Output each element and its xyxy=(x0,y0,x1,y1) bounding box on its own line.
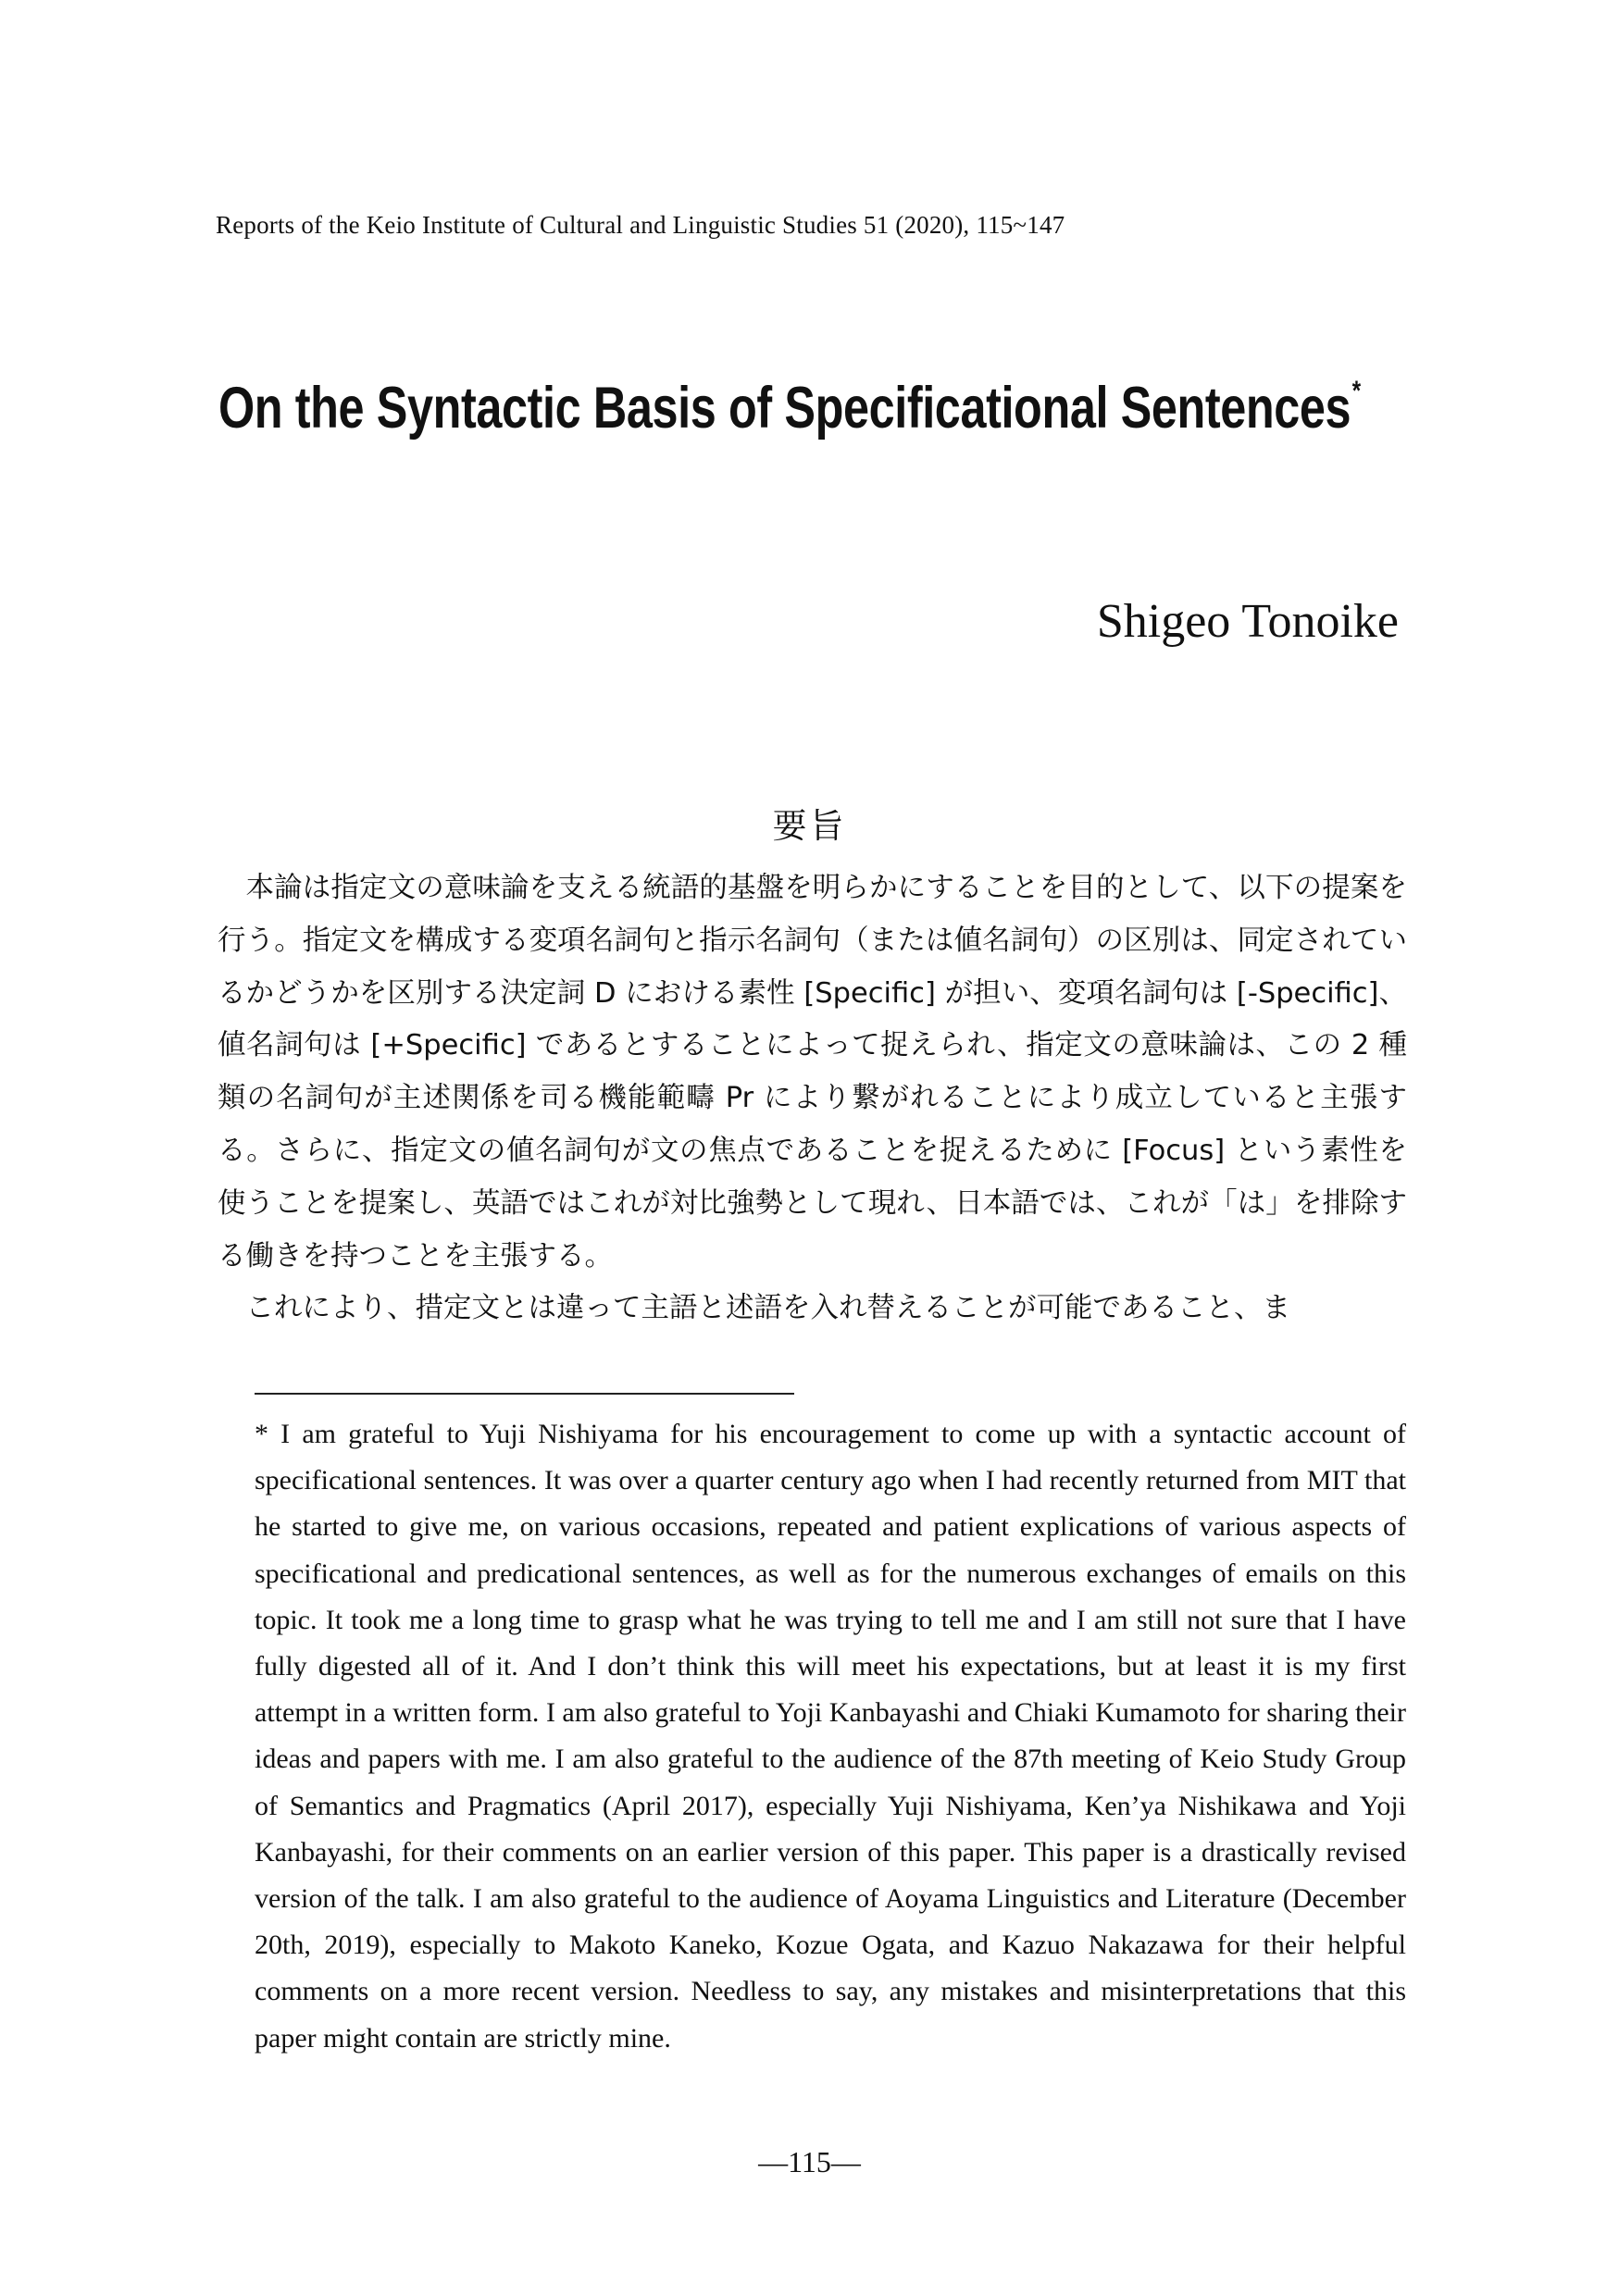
abstract-paragraph: これにより、措定文とは違って主語と述語を入れ替えることが可能であること、ま xyxy=(245,1292,1290,1325)
footnote-text: * I am grateful to Yuji Nishiyama for his encouragement to come up with a syntactic account of specificational sentences. It was over a quarter century ago when I had recently returned from MIT that he started to give me, on various occasions, repeated and patient explications of various aspects of specificational and predicational sentences, as well as for the numerous exchanges of emails on this topic. It took me a long time to grasp what he was trying to tell me and I am still not sure that I have fully digested all of it. And I don’t think this will meet his expectations, but at least it is my first attempt in a written form. I am also grateful to Yoji Kanbayashi and Chiaki Kumamoto for sharing their ideas and papers with me. I am also grateful to the audience of the 87th meeting of Keio Study Group of Semantics and Pragmatics (April 2017), especially Yuji Nishiyama, Ken’ya Nishikawa and Yoji Kanbayashi, for their comments on an earlier version of this paper. This paper is a drastically revised version of the talk. I am also grateful to the audience of Aoyama Linguistics and Literature (December 20th, 2019), especially to Makoto Kaneko, Kozue Ogata, and Kazuo Nakazawa for their helpful comments on a more recent version. Needless to say, any mistakes and misinterpretations that this paper might contain are strictly mine. xyxy=(255,1419,1406,2054)
footnote-divider xyxy=(255,1393,794,1395)
author-name: Shigeo Tonoike xyxy=(1096,595,1399,648)
page-number: —115— xyxy=(758,2145,861,2178)
abstract-heading: 要旨 xyxy=(772,806,847,846)
title-footnote-marker[interactable]: * xyxy=(1351,376,1361,406)
abstract-body xyxy=(218,863,1407,1335)
running-head: Reports of the Keio Institute of Cultural and Linguistic Studies 51 (2020), 115~147 xyxy=(216,211,1065,239)
abstract-paragraph: 本論は指定文の意味論を支える統語的基盤を明らかにすることを目的として、以下の提案を行う。指定文を構成する変項名詞句と指示名詞句（または値名詞句）の区別は、同定されているかどうかを区別する決定詞 D における素性 [Specific] が担い、変項名詞句は [-Specific]、値名詞句は [+Specific] であるとすることによって捉えられ、指定文の意味論は、この 2 種類の名詞句が主述関係を司る機能範疇 Pr により繋がれることにより成立していると主張する。さらに、指定文の値名詞句が文の焦点であることを捉えるために [Focus] という素性を使うことを提案し、英語ではこれが対比強勢として現れ、日本語では、これが「は」を排除する働きを持つことを主張する。 xyxy=(218,872,1407,1272)
paper-title xyxy=(218,375,1361,441)
paper-title-text: On the Syntactic Basis of Specificational Sentences xyxy=(218,376,1351,441)
footnote xyxy=(255,1411,1406,2062)
